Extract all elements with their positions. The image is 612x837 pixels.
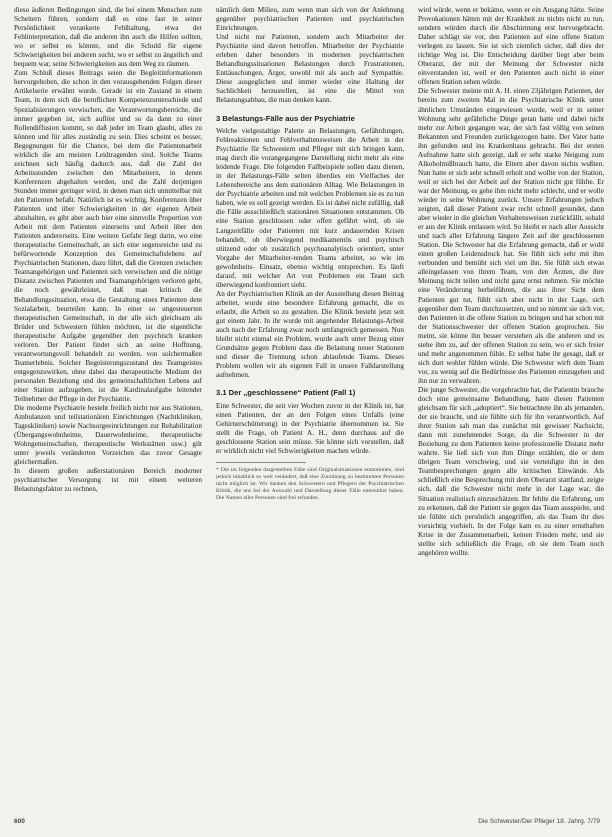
text-column-right: [418, 6, 604, 798]
paragraph: wird würde, wenn er bekäme, wenn er ein Ausgang hätte. Seine Provokationen hätten mit der Krankheit zu nichts nicht zu tun, sondern würden durch die Abschirmung erst hervorgebracht. Daher schlägt sie vor, den Patienten auf eine offene Station verlegen zu lassen. Sie ist sich ziemlich sicher, daß dies der richtige Weg ist. Die Entscheidung darüber liegt aber beim Oberarzt, der mit der Meinung der Schwester nicht einverstanden ist, weil er den Patienten auch nicht in einer offenen Station sehen würde.: [418, 6, 604, 87]
page-footer: [14, 818, 604, 830]
footnote: * Die im folgenden dargestellten Fälle sind Originalsituationen entnommen, sind jedoch inhaltlich so weit verändert, daß eine Zuordnung zu bestimmten Personen nicht möglich ist. Wir danken den Schwestern und Pflegern der Psychiatrischen Klinik, die uns bei der Auswahl und Darstellung dieser Fälle unterstützt haben. Die Namen aller Personen sind frei erfunden.: [216, 467, 404, 502]
paragraph: Welche vielgestaltige Palette an Belastungen, Gefährdungen, Fehlreaktionen und Fehlverhaltensweisen die Arbeit in der Psychiatrie für Schwestern und Pfleger mit sich bringen kann, mag durch die vorangegangene Darstellung nicht mehr als eine leidende Frage. Die folgenden Fallbeispiele sollen dazu dienen, in der Belastungs-Fälle selten überdies ein Vielfaches der Lebensbereiche aus dem stationären Alltag. Wie Belastungen in der Psychiatrie arbeiten und mit welchen Problemen sie es zu tun haben, wie es soll gezeigt werden. Es ist dabei nicht zufällig, daß die Fälle ausschließlich stationären Situationen entstammen. Ob eine Station geschlossen oder offen geführt wird, ob sie Langzeitfälle oder Patienten mit kurz andauernden Krisen behandelt, ob überwiegend medikamentös und psychisch stützend oder ob zusätzlich psychoanalytisch orientiert, unter Vorgabe der Mitarbeiter-tenden Teams arbeitet, so wie im gewohnheits- Einsatz, ebenso wichtig entsprechen. Es läuft darauf, mit welcher Art von Problemen ein Team sich überwiegend konfrontiert sieht.: [216, 127, 404, 289]
paragraph: Die junge Schwester, die vorgebrachte hat, die Patientin brauche doch eine gemeinsame Behandlung, hatte diesen Patienten gleichsam für sich „adoptiert“. Sie betrachtete ihn als jemanden, der sie braucht, und sie fühlte sich für ihn verantwortlich. Auf ihrer Station sah man das zunächst mit gewisser Nachsicht, dann mit zunehmender Sorge, da die Schwester in der Beziehung zu dem Patienten keine professionelle Distanz mehr wahrte. Sie ließ sich von ihm Dinge erzählen, die er dem übrigen Team verschwieg, und sie verteidigte ihn in den Teambesprechungen gegen alle kritischen Einwände. Als schließlich eine Besprechung mit dem Oberarzt stattfand, zeigte sich, daß die Schwester nicht mehr in der Lage war, die Situation realistisch einzuschätzen. Ihr fehlte die Erfahrung, um zu erkennen, daß der Patient sie gegen das Team ausspielte, und sie fühlte sich persönlich angegriffen, als das Team ihr dies vorsichtig vorhielt. In der Folge kam es zu einer ernsthaften Krise in der Zusammenarbeit, keinen Frieden mehr, und sie stellte sich schließlich die Frage, ob sie dem Team noch angehören wollte.: [418, 385, 604, 557]
text-column-left: [14, 6, 202, 798]
paragraph: An der Psychiatrischen Klinik an der Ausstellung diesen Beitrag arbeitet, wurde eine besondere Erfahrung gemacht, die es erlaubt, die Arbeit so zu gestalten. Die Klinik besteht jetzt seit gut einem Jahr. In ihr wurde mit angehender Belastungs-Arbeit auch nach der Erfahrung zwar noch umfangreich gemessen. Nun bleibt nicht einmal ein Problem, wurde auch unter Bezug einer Grundsätze gegen Problem dass die Belastung neuer Stationen und dieser die Trennung schon ablaufende Teams. Dieses Problem wollen wir als eigenen Fall in unsere Falldarstellung aufnehmen.: [216, 289, 404, 380]
page-number: 600: [14, 818, 25, 825]
paragraph: Die moderne Psychiatrie besteht freilich nicht nur aus Stationen, Ambulanzen und teilstationären Einrichtungen (Nachtkliniken, Tageskliniken) sowie Nachsorgeeinrichtungen zur Rehabilitation (Übergangswohnheime, Dauerwohnheime, therapeutische Wohngemeinschaften, therapeutische Werkstätten usw.) gilt unter jeweils veränderten Vorzeichen das zuvor Gesagte gleichermaßen.: [14, 404, 202, 467]
paragraph: dieso äußeren Bedingungen sind, die bei einem Menschen zum Scheitern führen, sondern daß es eine fast in seiner Persönlichkeit verankerte Fehlhaltung, etwa der Fehlinterpretation, daß die anderen ihn auch die Hilfen sollten, wo er selbst es könnte, und die Schuld für eigene Schwierigkeiten bei anderen sucht, wo er selbst zu ängstlich und bequem war, seine Schwierigkeiten aus dem Weg zu räumen.: [14, 6, 202, 69]
section-heading: 3 Belastungs-Fälle aus der Psychiatrie: [216, 113, 355, 123]
paragraph: Zum Schluß dieses Beitrags seien die Begleitinformationen hervorgehoben, die schon in den vorausgehenden Folgen dieser Artikelserie erwähnt wurde. Gerade ist ein Zustand in einem Team, in dem sich die beruflichen Kompetenzunterschiede und Spezialisierungen verwischen, die Verantwortungsbereiche, die immer gegeben ist, sich auflöst und so da dann zu einer Rollendiffusion kommt, so daß jeder im Team glaubt, alles zu können und für alles zuständig zu sein. Dies scheint es besser, Begegnungen für die Chance, bei dem die Patientenarbeit wirklich die am meisten Leidtragenden sind. Solche Teams zeichnen sich häufig dadurch aus, daß die Zahl der Arbeitsstunden zwischen den Mitarbeitern, in denen Konferenzen abgehalten werden, und die Zahl derjenigen Stunden immer geringer wird, in denen man sich unmittelbar mit den Patienten befaßt. Natürlich ist es wichtig, Konferenzen über Patienten und über Schwierigkeiten in der eigenen Arbeit abzuhalten, es gibt aber auch hier eine sinnvolle Proportion von Arbeit mit dem Patienten einerseits und Arbeit über den Patienten andererseits. Eine weitere Gefahr liegt darin, wo eine therapeutische Gemeinschaft, an sich eine segensreiche und zu befürwortende Konzeption des Gemeinschaftslebens auf Psychiatrischen Stationen, dazu führt, daß die Grenzen zwischen Teamangehörigen und Patienten sich verwischen und die nötige Distanz zwischen Patienten und Teamangehörigen verloren geht, die noch gewährleistet, daß man kritisch die Behandlungssituation, etwa die Gestaltung eines Patienten dem Sozialarbeit, beurteilen kann. In einer so ungesteuerten therapeutischen Gemeinschaft, in der alle sich gleichsam als Brüder und Schwestern fühlen möchten, ist die eigentliche therapeutische Aufgabe gegenüber den psychisch kranken verloren. Der Patient findet sich an seine Hoffnung, verantwortungsvoll behandelt zu werden, von solchermaßen Teamerlebnis. Solcher Begeisterungszustand des Teamgeistes entgegenzuwirken, ohne dabei das therapeutische Medium der personalen Beziehung und des gemeinschaftlichen Lebens auf einer Station aufzugeben, ist die Kardinalaufgabe leitender Teilnehmer der Pflege in der Psychiatrie.: [14, 69, 202, 404]
subsection-heading: 3.1 Der „geschlossene“ Patient (Fall 1): [216, 388, 356, 398]
paragraph: Die Schwester meinte mit A. H. einen 23jährigen Patienten, der bereits zum zweiten Mal in die Psychiatrische Klinik unter ähnlichen Umständen eingewiesen wurde, weil er in seiner Wohnung sehr gefährliche Dinge getan hatte und dabei nicht mehr zur Arbeit gegangen war, der sich fast völlig von seinen Bekannten und Freunden zurückgezogen hatte. Der Vater hatte ihn gefunden und ins Krankenhaus gebracht. Bei der ersten Aufnahme hatte sich gezeigt, daß er sehr starke Neigung zum Alkoholmißbrauch hatte, die Eltern aber davon nichts wußten. Nun hatte er sich sehr schnell erholt und wollte von der Station, weil er sich bei der Arbeit auf der Station nicht gut fühlte. Er war der Meinung, es gehe ihm nicht mehr schlecht, und er wolle wieder in seine Wohnung zurück. Unsere Erfahrungen jedoch zeigten, daß dieser Patient zwar recht schnell gesundet, dann aber wieder in die gleichen Verhaltensweisen zurückfällt, sobald er aus der Klinik entlassen wird. So bleibt er nach aller Aussicht und nach aller Erfahrung längere Zeit auf der geschlossenen Station. Die Schwester hat die Erfahrung gemacht, daß er wohl einen großen Leidensdruck hat. Sie fühlt sich sehr mit ihm verbunden und bemüht sich viel um ihn. Sie fühlt sich etwas alleingelassen von ihrem Team, von den Ärzten, die ihre Meinung nicht teilen und nicht ganz ernst nehmen. Sie möchte eine Veränderung herbeiführen, die aus ihrer Sicht dem Patienten gut tut, fühlt sich aber nicht in der Lage, sich gegenüber dem Team durchzusetzen, und so nimmt sie sich vor, den Patienten in die offene Station zu bringen und hat schon mit der Stationsschwester der offenen Station gesprochen. Sie meint, sie könne ihn besser verstehen als die anderen und es stehe ihm zu, auf der offenen Station zu sein, wo er sich freier und mehr angenommen fühle. Er selbst habe ihr gesagt, daß er sich dort wohler fühlen würde. Die Schwester wirft dem Team vor, zu wenig auf die Bedürfnisse des Patienten einzugehen und ihn nur zu verwahren.: [418, 87, 604, 385]
paragraph: In diesem großen außerstationären Bereich moderner psychiatrischer Versorgung ist mit einem weiteren Belastungsfaktor zu rechnen,: [14, 467, 202, 494]
paragraph: Eine Schwester, die seit vier Wochen zuvor in der Klinik ist, hat einen Patienten, der an den Folgen eines Unfalls (eine Gehirnerschütterung) in der Psychiatrie übernommen ist. Sie stellt die Frage, ob Patient A. H., denn durchaus auf die geschlossene Station sein müsse. Sie könne sich vorstellen, daß er wirklich nicht viel Schwierigkeiten machen würde.: [216, 401, 404, 456]
text-column-middle: [216, 6, 404, 798]
paragraph: Und nicht nur Patienten, sondern auch Mitarbeiter der Psychiatrie sind davon betroffen. Mitarbeiter der Psychiatrie erleben daher besonders in modernen psychiatrischen Behandlungssituationen Belastungen durch Frustrationen, Enttäuschungen, Ärger, sowohl mit als auch auf Sympathie. Diese ausgeglichen und immer wieder eine Haltung der Sachlichkeit herzustellen, ist eine die Mittel von Belastungsabbau, die man denken kann.: [216, 33, 404, 105]
paragraph: nämlich dem Milieu, zum wenn man sich von der Anlehnung gegenüber psychiatrischen Patienten und psychiatrischen Einrichtungen.: [216, 6, 404, 33]
journal-reference: Die Schwester/Der Pfleger 18. Jahrg. 7/79: [478, 818, 600, 825]
footnote-divider: [216, 462, 306, 463]
